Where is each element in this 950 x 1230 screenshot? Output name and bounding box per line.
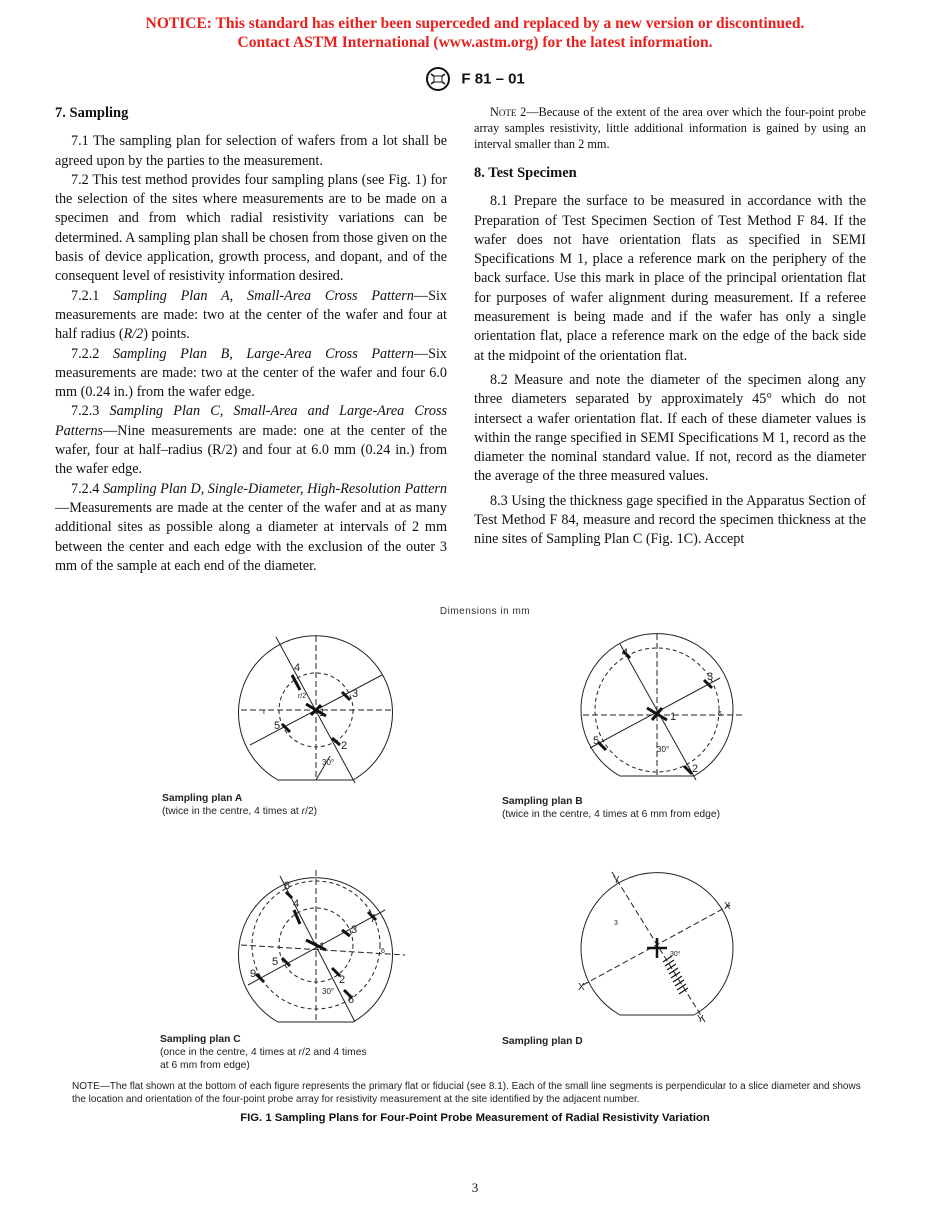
- para-7-2-1-num: 7.2.1: [71, 287, 114, 304]
- para-7-2-4-text: —Measurements are made at the center of the wafer and at as many additional sites as possible along a diameter at intervals of 2 mm between the center and each edge with the exclusion of the outer 3 mm of the sample at each end of the diameter.: [55, 499, 447, 574]
- para-7-2-1-r: R/2: [123, 326, 144, 343]
- para-7-2-4-title: Sampling Plan D, Single-Diameter, High-Resolution Pattern: [102, 480, 447, 497]
- plan-d-label-30: 30°: [670, 951, 681, 958]
- notice-line-1: NOTICE: This standard has either been superceded and replaced by a new version or discontinued.: [145, 15, 805, 32]
- plan-c-label-6: 6: [348, 994, 355, 1006]
- para-7-2-2-text: —Six measurements are made: two at the center of the wafer and four 6.0 mm (0.24 in.) from the wafer edge.: [55, 345, 448, 401]
- plan-b-label-30: 30°: [657, 745, 670, 754]
- plan-a-label-3: 3: [352, 688, 359, 700]
- para-7-2-3-num: 7.2.3: [71, 403, 110, 420]
- dimensions-label: Dimensions in mm: [439, 606, 531, 617]
- plan-b-label-6: 6: [718, 711, 722, 718]
- plan-c-subtitle-1b: /2 and 4 times: [301, 1047, 367, 1058]
- plan-c-label-9: 9: [250, 968, 257, 980]
- para-7-2-2: [55, 345, 447, 403]
- plan-a-label-2: 2: [341, 740, 348, 752]
- plan-b-label-2: 2: [692, 763, 699, 775]
- plan-a-subtitle-b: /2): [305, 806, 318, 817]
- plan-b-title: Sampling plan B: [502, 796, 583, 807]
- plan-a-label-1: 1: [319, 707, 326, 719]
- plan-a-subtitle-a: (twice in the centre, 4 times at: [162, 806, 302, 817]
- plan-a-label-r2: r/2: [298, 693, 307, 700]
- para-7-2-3-text: —Nine measurements are made: one at the center of the wafer, four at half–radius (R/2) and four at 6.0 mm (0.24 in.) from the wafer edge.: [55, 422, 447, 478]
- plan-c-label-8: 8: [284, 880, 291, 892]
- plan-d-caption: [502, 1035, 583, 1048]
- para-7-2-2-title: Sampling Plan B, Large-Area Cross Pattern: [112, 345, 414, 362]
- plan-c-subtitle-2: at 6 mm from edge): [160, 1060, 250, 1071]
- plan-a-subtitle-r: r: [301, 806, 306, 817]
- plan-b-caption: [502, 795, 720, 821]
- plan-d-label-x-left: X: [578, 982, 585, 993]
- para-7-2-3-title: Sampling Plan C, Small-Area and Large-Area Cross Patterns: [55, 403, 447, 439]
- plan-d-label-x-right: X: [724, 901, 731, 912]
- para-7-1: 7.1 The sampling plan for selection of wafers from a lot shall be agreed upon by the parties to the measurement.: [55, 133, 447, 169]
- plan-d-label-y-bottom: Y: [697, 1014, 704, 1025]
- plan-a-label-30: 30°: [322, 758, 335, 767]
- para-7-2-3: [55, 402, 447, 479]
- plan-c-subtitle-1r: r: [298, 1047, 302, 1058]
- para-7-2-1: [55, 287, 447, 345]
- plan-c-label-2: 2: [339, 974, 346, 986]
- para-7-2-4-num: 7.2.4: [71, 480, 103, 497]
- para-8-2: 8.2 Measure and note the diameter of the specimen along any three diameters separated by approximately 45° which do not intersect a wafer orientation flat. If each of these diameter values is within the range specified in SEMI Specifications M 1, record as the diameter the nominal standard value. If not, record as the diameter the average of the three measured values.: [474, 371, 866, 485]
- para-7-2-1-text-b: ) points.: [143, 326, 190, 343]
- plan-c-label-1: 1: [319, 941, 326, 953]
- plan-a-caption: [162, 792, 317, 818]
- plan-a-label-4: 4: [294, 662, 301, 674]
- notice-line-2: Contact ASTM International (www.astm.org) for the latest information.: [237, 34, 713, 51]
- plan-b-label-1: 1: [670, 711, 677, 723]
- plan-c-label-5: 5: [272, 956, 279, 968]
- figure-note: NOTE—The flat shown at the bottom of each figure represents the primary flat or fiducial (see 8.1). Each of the small line segments is perpendicular to a slice diameter and shows the location and orientation of the four-point probe array for resistivity measurement at the site identified by the adjacent number.: [72, 1081, 861, 1105]
- plan-c-subtitle-1a: (once in the centre, 4 times at: [160, 1047, 299, 1058]
- plan-c-title: Sampling plan C: [160, 1034, 241, 1045]
- plan-b-label-5: 5: [593, 735, 600, 747]
- plan-b-label-3: 3: [707, 671, 714, 683]
- figure-1: [0, 596, 950, 1136]
- notice-banner: [0, 14, 950, 52]
- plan-c-label-7: 7: [370, 913, 377, 925]
- para-8-1: 8.1 Prepare the surface to be measured in accordance with the Preparation of Test Specimen Section of Test Method F 84. If the wafer does not have orientation flats as specified in SEMI Specifications M 1, place a reference mark on the periphery of the back surface. Use this mark in place of the principal orientation flat for purposes of wafer alignment during measurement. If a referee measurement is being made and if the wafer has only a single orientation flat, place a reference mark on the edge of the back side at the midpoint of the orientation flat.: [474, 193, 866, 364]
- plan-c-label-3: 3: [351, 924, 358, 936]
- plan-c-caption: [160, 1033, 367, 1072]
- section-8-title: 8. Test Specimen: [474, 165, 577, 181]
- para-7-2-1-text-a: —Six measurements are made: two at the center of the wafer and four at half radius (: [55, 287, 448, 343]
- para-8-3: 8.3 Using the thickness gage specified in the Apparatus Section of Test Method F 84, measure and record the specimen thickness at the nine sites of Sampling Plan C (Fig. 1C). Accept: [474, 492, 866, 548]
- plan-b-label-4: 4: [622, 647, 629, 659]
- designation-header: [0, 66, 950, 92]
- plan-c-label-4: 4: [293, 898, 300, 910]
- left-column: [55, 104, 447, 576]
- note-2-text: 2—Because of the extent of the area over which the four-point probe array samples resistivity, little additional information is gained by using an interval smaller than 2 mm.: [474, 105, 866, 151]
- plan-a-label-r: r: [263, 707, 266, 716]
- para-7-2-4: [55, 480, 447, 576]
- plan-b-subtitle: (twice in the centre, 4 times at 6 mm from edge): [502, 809, 721, 820]
- plan-d-title: Sampling plan D: [502, 1036, 583, 1047]
- para-7-2-1-title: Sampling Plan A, Small-Area Cross Pattern: [113, 287, 414, 304]
- plan-d-label-3: 3: [614, 920, 618, 927]
- plan-c-label-30: 30°: [322, 987, 335, 996]
- para-7-2: 7.2 This test method provides four sampling plans (see Fig. 1) for the selection of the sites where measurements are to be made on a specimen and from which radial resistivity variations can be determined. A sampling plan shall be chosen from those given on the basis of device application, growth process, and dopant, and of the consequent level of resistivity information desired.: [55, 171, 447, 285]
- note-2-label: Note: [490, 105, 517, 119]
- right-column: [474, 104, 866, 550]
- note-2: [474, 104, 866, 152]
- figure-caption: FIG. 1 Sampling Plans for Four-Point Probe Measurement of Radial Resistivity Variation: [240, 1112, 710, 1124]
- designation-number: F 81 – 01: [461, 70, 525, 88]
- astm-logo-icon: [425, 66, 453, 92]
- section-7-title: 7. Sampling: [55, 105, 129, 121]
- plan-c-label-six: 6: [381, 948, 385, 955]
- plan-a-label-5: 5: [274, 720, 281, 732]
- page-number: 3: [471, 1180, 479, 1195]
- plan-a-title: Sampling plan A: [162, 793, 243, 804]
- sampling-plans-drawing: [0, 596, 950, 1076]
- plan-d-label-y-top: Y: [613, 875, 620, 886]
- para-7-2-2-num: 7.2.2: [71, 345, 113, 362]
